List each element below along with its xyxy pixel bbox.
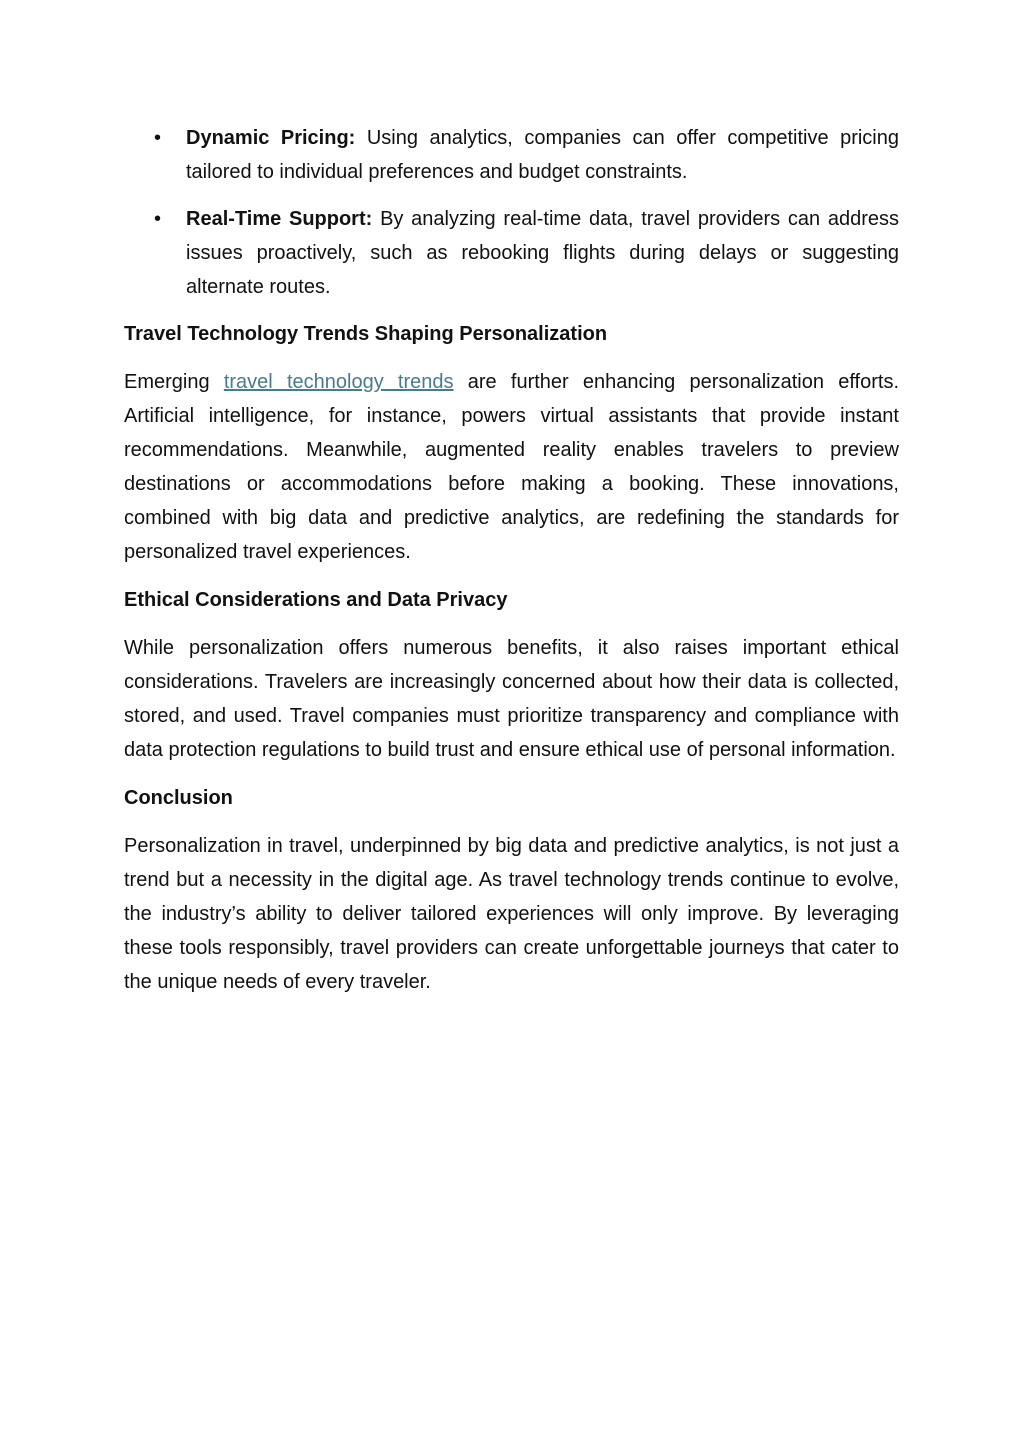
section-heading-trends: Travel Technology Trends Shaping Personalization	[124, 323, 608, 345]
bullet-icon: •	[154, 127, 162, 149]
bullet-term: Dynamic Pricing:	[186, 127, 356, 149]
document-page	[124, 121, 899, 1013]
paragraph-text: Emerging	[124, 371, 224, 393]
list-item	[124, 202, 899, 304]
list-item	[124, 121, 899, 189]
section-heading-conclusion: Conclusion	[124, 787, 233, 809]
bullet-icon: •	[154, 208, 162, 230]
section-heading-ethics: Ethical Considerations and Data Privacy	[124, 589, 508, 611]
paragraph-ethics: While personalization offers numerous benefits, it also raises important ethical considerations. Travelers are increasingly concerned about how their data is collected, stored, and used. Travel companies must prioritize transparency and compliance with data protection regulations to build trust and ensure ethical use of personal information.	[124, 637, 899, 761]
bullet-text: Using analytics, companies can offer competitive pricing tailored to individual preferences and budget constraints.	[186, 127, 899, 183]
travel-technology-trends-link[interactable]: travel technology trends	[223, 371, 454, 393]
bullet-text: By analyzing real-time data, travel providers can address issues proactively, such as rebooking flights during delays or suggesting alternate routes.	[186, 208, 900, 298]
paragraph-conclusion: Personalization in travel, underpinned by big data and predictive analytics, is not just a trend but a necessity in the digital age. As travel technology trends continue to evolve, the industry’s ability to deliver tailored experiences will only improve. By leveraging these tools responsibly, travel providers can create unforgettable journeys that cater to the unique needs of every traveler.	[124, 835, 899, 993]
bullet-term: Real-Time Support:	[186, 208, 373, 230]
paragraph-text: are further enhancing personalization efforts. Artificial intelligence, for instance, powers virtual assistants that provide instant recommendations. Meanwhile, augmented reality enables travelers to preview destinations or accommodations before making a booking. These innovations, combined with big data and predictive analytics, are redefining the standards for personalized travel experiences.	[124, 371, 899, 563]
paragraph-trends	[124, 365, 899, 569]
bullet-list	[124, 121, 899, 304]
